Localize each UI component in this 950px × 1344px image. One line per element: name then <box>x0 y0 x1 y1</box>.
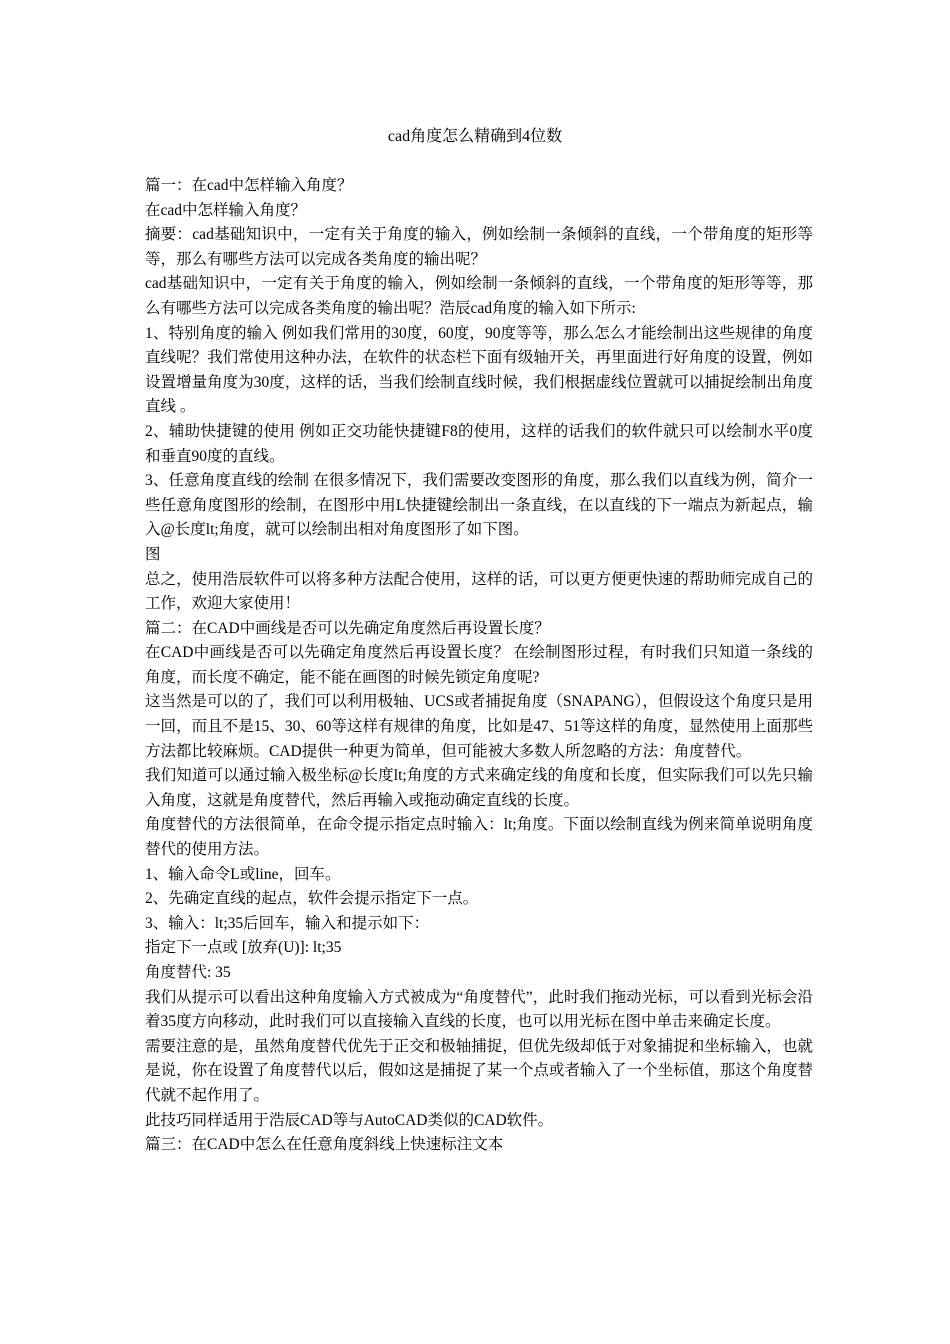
paragraph: 3、任意角度直线的绘制 在很多情况下，我们需要改变图形的角度，那么我们以直线为例，简介一些任意角度图形的绘制，在图形中用L快捷键绘制出一条直线，在以直线的下一端点为新起点，输入@长度lt;角度，就可以绘制出相对角度图形了如下图。 <box>145 472 813 539</box>
paragraph: 指定下一点或 [放弃(U)]: lt;35 <box>145 939 342 957</box>
section-heading: 篇三：在CAD中怎么在任意角度斜线上快速标注文本 <box>145 1136 504 1154</box>
paragraph: 2、辅助快捷键的使用 例如正交功能快捷键F8的使用，这样的话我们的软件就只可以绘制水平0度和垂直90度的直线。 <box>145 422 813 465</box>
paragraph: 1、特别角度的输入 例如我们常用的30度，60度，90度等等，那么怎么才能绘制出这些规律的角度直线呢？我们常使用这种办法，在软件的状态栏下面有级轴开关，再里面进行好角度的设置，例如设置增量角度为30度，这样的话，当我们绘制直线时候，我们根据虚线位置就可以捕捉绘制出角度直线 。 <box>145 324 813 416</box>
paragraph: 3、输入：lt;35后回车，输入和提示如下： <box>145 914 430 932</box>
section-heading: 篇二：在CAD中画线是否可以先确定角度然后再设置长度？ <box>145 619 550 637</box>
paragraph: 此技巧同样适用于浩辰CAD等与AutoCAD类似的CAD软件。 <box>145 1111 554 1129</box>
paragraph: 需要注意的是，虽然角度替代优先于正交和极轴捕捉，但优先级却低于对象捕捉和坐标输入，也就是说，你在设置了角度替代以后，假如这是捕捉了某一个点或者输入了一个坐标值，那这个角度替代就不起作用了。 <box>145 1037 813 1104</box>
paragraph: 1、输入命令L或line，回车。 <box>145 865 341 883</box>
paragraph: 这当然是可以的了，我们可以利用极轴、UCS或者捕捉角度（SNAPANG），但假设这个角度只是用一回，而且不是15、30、60等这样有规律的角度，比如是47、51等这样的角度，显然使用上面那些方法都比较麻烦。CAD提供一种更为简单，但可能被大多数人所忽略的方法：角度替代。 <box>145 693 813 760</box>
paragraph: 2、先确定直线的起点，软件会提示指定下一点。 <box>145 890 479 908</box>
paragraph: 角度替代: 35 <box>145 964 231 981</box>
paragraph: 我们知道可以通过输入极坐标@长度lt;角度的方式来确定线的角度和长度，但实际我们可以先只输入角度，这就是角度替代，然后再输入或拖动确定直线的长度。 <box>145 767 813 809</box>
paragraph: 角度替代的方法很简单，在命令提示指定点时输入：lt;角度。下面以绘制直线为例来简单说明角度替代的使用方法。 <box>145 816 813 859</box>
paragraph: 图 <box>145 545 161 563</box>
paragraph: 篇一：在cad中怎样输入角度？ <box>145 177 353 194</box>
document-body <box>145 174 813 1158</box>
paragraph: 在CAD中画线是否可以先确定角度然后再设置长度？ 在绘制图形过程，有时我们只知道一条线的角度，而长度不确定，能不能在画图的时候先锁定角度呢? <box>145 644 813 686</box>
paragraph: 我们从提示可以看出这种角度输入方式被成为“角度替代”，此时我们拖动光标，可以看到光标会沿着35度方向移动，此时我们可以直接输入直线的长度，也可以用光标在图中单击来确定长度。 <box>145 988 813 1031</box>
paragraph: 在cad中怎样输入角度？ <box>145 201 307 219</box>
paragraph: 总之，使用浩辰软件可以将多种方法配合使用，这样的话，可以更方便更快速的帮助师完成自己的工作，欢迎大家使用！ <box>145 570 813 613</box>
paragraph: 摘要：cad基础知识中，一定有关于角度的输入，例如绘制一条倾斜的直线，一个带角度的矩形等等，那么有哪些方法可以完成各类角度的输出呢？ <box>145 226 813 268</box>
paragraph: cad基础知识中，一定有关于角度的输入，例如绘制一条倾斜的直线，一个带角度的矩形等等，那么有哪些方法可以完成各类角度的输出呢？浩辰cad角度的输入如下所示: <box>145 275 813 317</box>
document-title: cad角度怎么精确到4位数 <box>387 128 563 145</box>
